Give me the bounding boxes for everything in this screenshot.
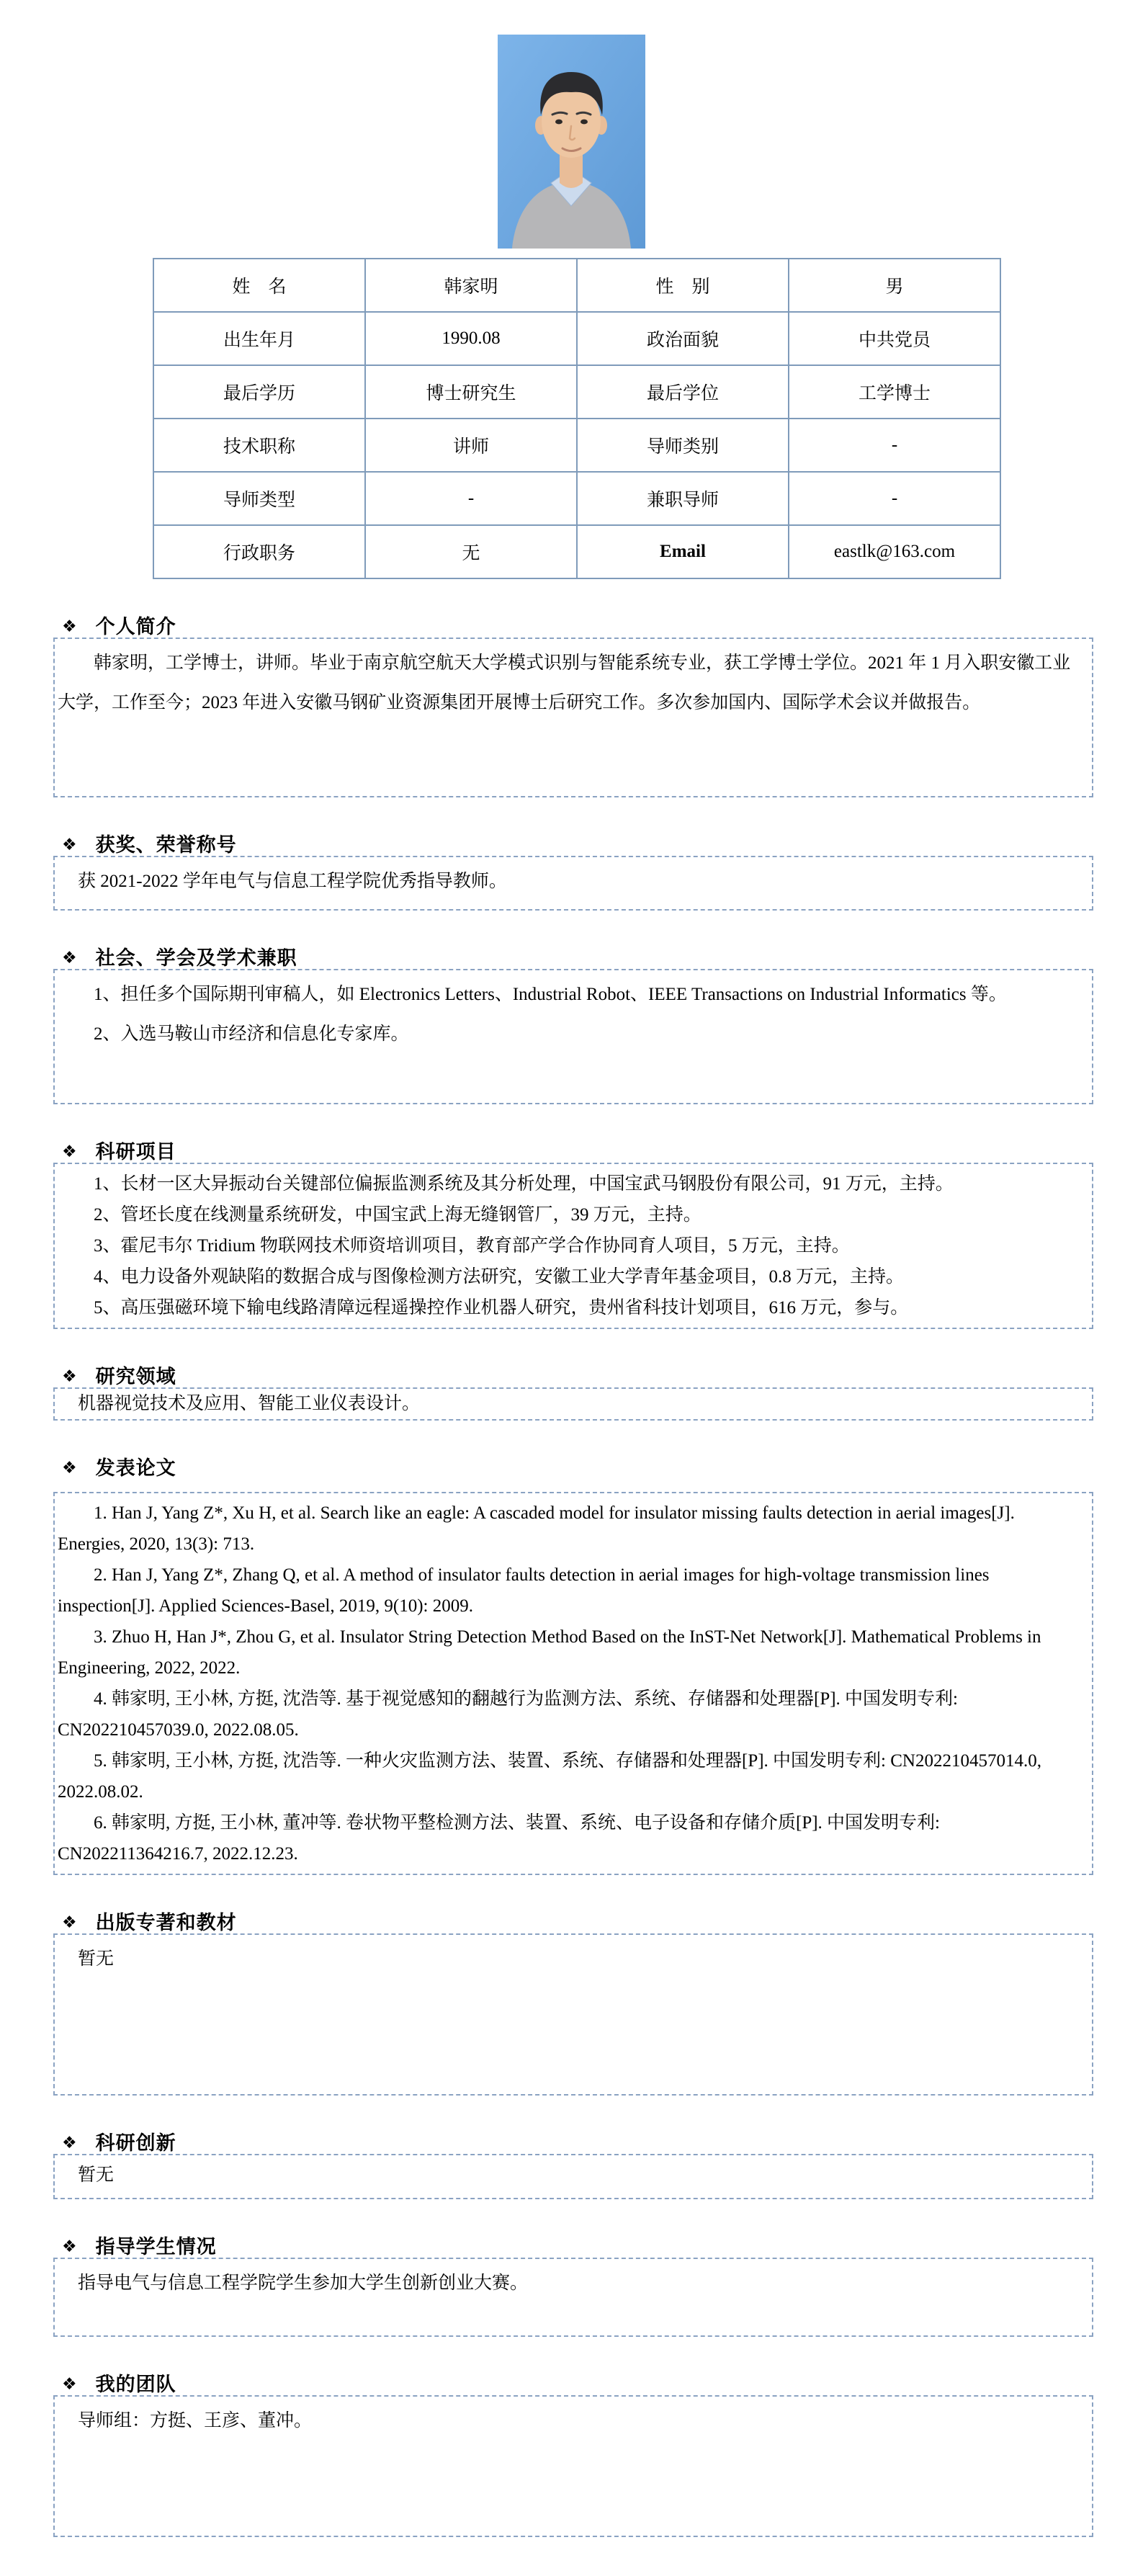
paragraph: 获 2021-2022 学年电气与信息工程学院优秀指导教师。 <box>78 872 507 891</box>
field-label: 导师类别 <box>577 419 789 472</box>
section-books <box>53 1913 1093 2096</box>
section-content-box <box>53 2395 1093 2537</box>
diamond-bullet-icon: ❖ <box>62 617 77 636</box>
section-content-box <box>53 1933 1093 2096</box>
table-row <box>153 472 1000 525</box>
table-row <box>153 312 1000 365</box>
field-label: 最后学位 <box>577 365 789 419</box>
field-value: 讲师 <box>365 419 577 472</box>
list-item: 3. Zhuo H, Han J*, Zhou G, et al. Insulator String Detection Method Based on the InST-Net Network[J]. Mathematical Problems in Engineering, 2022, 2022. <box>58 1627 1041 1678</box>
paragraph: 机器视觉技术及应用、智能工业仪表设计。 <box>78 1394 421 1413</box>
field-label: 行政职务 <box>153 525 365 578</box>
diamond-bullet-icon: ❖ <box>62 1367 77 1386</box>
list-item: 6. 韩家明, 方挺, 王小林, 董冲等. 卷状物平整检测方法、装置、系统、电子设备和存储介质[P]. 中国发明专利: CN202211364216.7, 2022.12.23. <box>58 1813 941 1864</box>
section-title: 我的团队 <box>95 2374 176 2395</box>
section-students <box>53 2237 1093 2337</box>
diamond-bullet-icon: ❖ <box>62 949 77 967</box>
section-content-box <box>53 2258 1093 2337</box>
section-header <box>62 2133 1093 2154</box>
paragraph: 导师组：方挺、王彦、董冲。 <box>78 2411 313 2430</box>
section-innovation <box>53 2133 1093 2199</box>
section-research-areas <box>53 1367 1093 1421</box>
field-value: 中共党员 <box>789 312 1000 365</box>
list-item: 5. 韩家明, 王小林, 方挺, 沈浩等. 一种火灾监测方法、装置、系统、存储器和处理器[P]. 中国发明专利: CN202210457014.0, 2022.08.02. <box>58 1751 1041 1802</box>
section-projects <box>53 1142 1093 1329</box>
section-title: 个人简介 <box>95 616 176 638</box>
field-label: 姓 名 <box>153 259 365 312</box>
diamond-bullet-icon: ❖ <box>62 836 77 854</box>
field-label: 性 别 <box>577 259 789 312</box>
section-header <box>62 617 1093 638</box>
list-item: 4. 韩家明, 王小林, 方挺, 沈浩等. 基于视觉感知的翻越行为监测方法、系统、存储器和处理器[P]. 中国发明专利: CN202210457039.0, 2022.08.05. <box>58 1689 959 1740</box>
section-content-box <box>53 1492 1093 1875</box>
section-title: 获奖、荣誉称号 <box>95 834 237 856</box>
diamond-bullet-icon: ❖ <box>62 2375 77 2394</box>
bottom-margin <box>0 2537 1143 2573</box>
section-profile <box>53 617 1093 797</box>
section-title: 指导学生情况 <box>95 2236 217 2258</box>
list-item: 3、霍尼韦尔 Tridium 物联网技术师资培训项目，教育部产学合作协同育人项目，5 万元，主持。 <box>94 1236 850 1256</box>
list-item: 4、电力设备外观缺陷的数据合成与图像检测方法研究，安徽工业大学青年基金项目，0.8 万元，主持。 <box>94 1267 905 1287</box>
section-header <box>62 2237 1093 2258</box>
field-label: 出生年月 <box>153 312 365 365</box>
table-row <box>153 525 1000 578</box>
paragraph: 暂无 <box>78 2165 115 2185</box>
diamond-bullet-icon: ❖ <box>62 2134 77 2152</box>
section-title: 社会、学会及学术兼职 <box>95 947 297 969</box>
section-title: 发表论文 <box>95 1457 176 1479</box>
section-team <box>53 2374 1093 2537</box>
section-header <box>62 1142 1093 1163</box>
table-row <box>153 259 1000 312</box>
field-value: - <box>365 472 577 525</box>
field-value-email: eastlk@163.com <box>789 525 1000 578</box>
section-content-box <box>53 1387 1093 1421</box>
diamond-bullet-icon: ❖ <box>62 1459 77 1477</box>
section-memberships <box>53 948 1093 1104</box>
paragraph: 暂无 <box>78 1949 115 1969</box>
list-item: 5、高压强磁环境下输电线路清障远程遥操控作业机器人研究，贵州省科技计划项目，616 万元，参与。 <box>94 1298 909 1318</box>
list-item: 2、入选马鞍山市经济和信息化专家库。 <box>94 1024 409 1044</box>
section-content-box <box>53 638 1093 797</box>
profile-table <box>153 258 1001 579</box>
section-title: 出版专著和教材 <box>95 1912 237 1933</box>
list-item: 1、长材一区大异振动台关键部位偏振监测系统及其分析处理，中国宝武马钢股份有限公司，91 万元，主持。 <box>94 1174 954 1194</box>
profile-photo <box>498 35 645 249</box>
diamond-bullet-icon: ❖ <box>62 2237 77 2256</box>
field-label: 技术职称 <box>153 419 365 472</box>
section-publications <box>53 1458 1093 1875</box>
section-header <box>62 1458 1093 1479</box>
section-content-box <box>53 856 1093 911</box>
list-item: 2、管坯长度在线测量系统研发，中国宝武上海无缝钢管厂，39 万元，主持。 <box>94 1205 702 1225</box>
diamond-bullet-icon: ❖ <box>62 1913 77 1932</box>
section-header <box>62 1367 1093 1387</box>
section-title: 研究领域 <box>95 1366 176 1387</box>
field-label-email: Email <box>577 525 789 578</box>
section-header <box>62 1913 1093 1933</box>
list-item: 1. Han J, Yang Z*, Xu H, et al. Search like an eagle: A cascaded model for insulator missing faults detection in aerial images[J]. Energies, 2020, 13(3): 713. <box>58 1503 1015 1554</box>
section-awards <box>53 835 1093 911</box>
paragraph: 韩家明，工学博士，讲师。毕业于南京航空航天大学模式识别与智能系统专业，获工学博士学位。2021 年 1 月入职安徽工业大学，工作至今；2023 年进入安徽马钢矿业资源集团开展博士后研究工作。多次参加国内、国际学术会议并做报告。 <box>58 653 1071 712</box>
diamond-bullet-icon: ❖ <box>62 1142 77 1161</box>
field-value: 韩家明 <box>365 259 577 312</box>
field-value: - <box>789 419 1000 472</box>
field-value: 男 <box>789 259 1000 312</box>
section-title: 科研创新 <box>95 2132 176 2154</box>
field-value: 博士研究生 <box>365 365 577 419</box>
portrait-illustration <box>498 35 645 249</box>
table-row <box>153 365 1000 419</box>
field-value: - <box>789 472 1000 525</box>
section-header <box>62 835 1093 856</box>
section-content-box <box>53 2154 1093 2199</box>
section-header <box>62 948 1093 969</box>
field-label: 政治面貌 <box>577 312 789 365</box>
paragraph: 指导电气与信息工程学院学生参加大学生创新创业大赛。 <box>78 2273 529 2293</box>
section-content-box <box>53 969 1093 1104</box>
field-value: 无 <box>365 525 577 578</box>
field-value: 工学博士 <box>789 365 1000 419</box>
section-header <box>62 2374 1093 2395</box>
field-value: 1990.08 <box>365 312 577 365</box>
field-label: 导师类型 <box>153 472 365 525</box>
table-row <box>153 419 1000 472</box>
field-label: 兼职导师 <box>577 472 789 525</box>
list-item: 2. Han J, Yang Z*, Zhang Q, et al. A method of insulator faults detection in aerial images for high-voltage transmission lines inspection[J]. Applied Sciences-Basel, 2019, 9(10): 2009. <box>58 1565 990 1616</box>
section-content-box <box>53 1163 1093 1329</box>
section-title: 科研项目 <box>95 1141 176 1163</box>
field-label: 最后学历 <box>153 365 365 419</box>
list-item: 1、担任多个国际期刊审稿人，如 Electronics Letters、Industrial Robot、IEEE Transactions on Industrial Informatics 等。 <box>94 985 1007 1004</box>
